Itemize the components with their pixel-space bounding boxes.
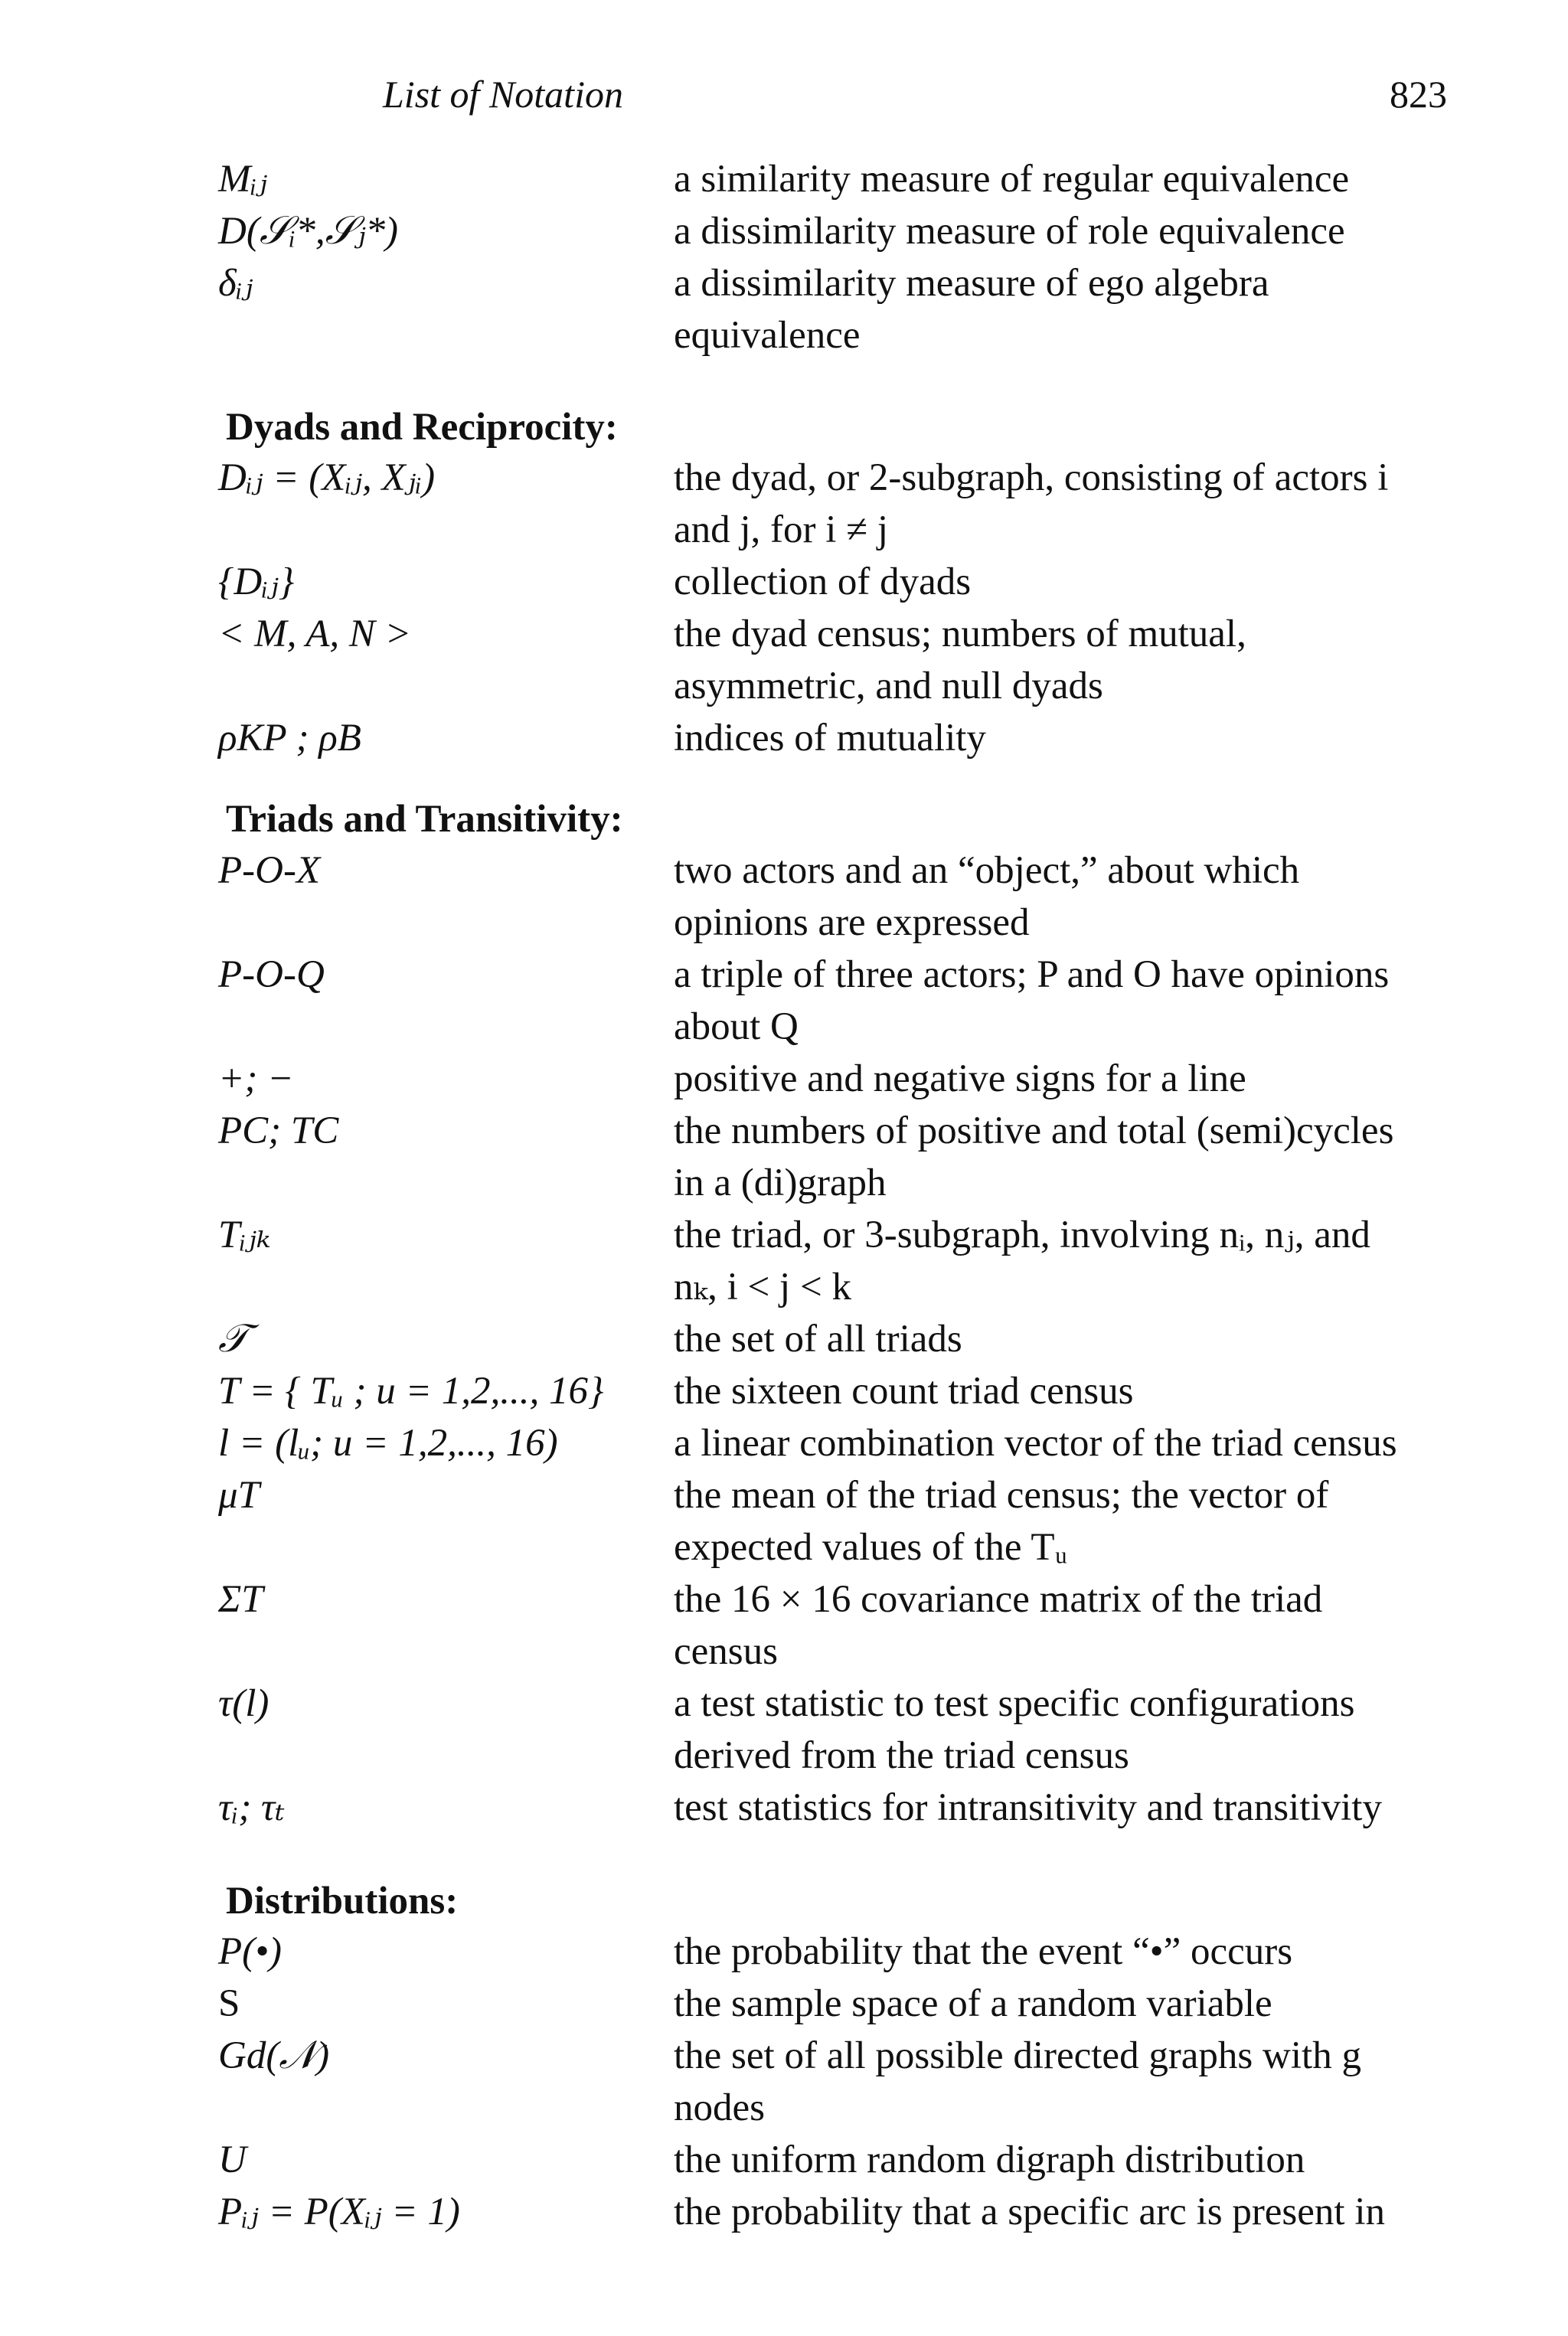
notation-description [674,1209,1524,1313]
description-line: a test statistic to test specific configurations [674,1682,1355,1725]
description-line: equivalence [674,314,861,357]
description-line: the triad, or 3-subgraph, involving nᵢ, nⱼ, and [674,1214,1370,1256]
section-heading-distributions: Distributions: [226,1880,459,1923]
notation-description [674,1678,1524,1782]
notation-symbol: ρKP ; ρB [218,717,361,760]
section-heading-triads: Triads and Transitivity: [226,798,623,841]
notation-description [674,949,1524,1053]
section-heading-dyads: Dyads and Reciprocity: [226,406,618,449]
notation-description [674,2186,1524,2238]
description-line: a similarity measure of regular equivalence [674,158,1350,201]
description-line: nodes [674,2086,765,2129]
description-line: positive and negative signs for a line [674,1057,1246,1100]
description-line: the 16 × 16 covariance matrix of the triad [674,1578,1323,1621]
description-line: nₖ, i < j < k [674,1266,851,1308]
notation-symbol: ΣT [218,1578,263,1621]
description-line: the dyad, or 2-subgraph, consisting of actors i [674,456,1389,499]
notation-description [674,845,1524,949]
notation-symbol: +; − [218,1057,294,1100]
description-line: the set of all triads [674,1318,962,1361]
description-line: asymmetric, and null dyads [674,665,1103,707]
notation-description [674,1782,1524,1834]
description-line: the numbers of positive and total (semi)cycles [674,1109,1394,1152]
notation-description [674,2134,1524,2186]
page-number: 823 [1390,73,1447,116]
description-line: the probability that the event “•” occurs [674,1930,1293,1973]
notation-symbol: τ(l) [218,1682,270,1725]
description-line: a triple of three actors; P and O have opinions [674,953,1390,996]
notation-description [674,452,1524,556]
notation-symbol: S [218,1982,240,2025]
notation-description [674,1417,1524,1469]
notation-symbol: δᵢⱼ [218,262,253,305]
description-line: the probability that a specific arc is present in [674,2191,1386,2233]
notation-symbol: < M, A, N > [218,613,412,655]
notation-description [674,1926,1524,1978]
notation-symbol: D(𝒮ᵢ*,𝒮ⱼ*) [218,210,399,253]
notation-description [674,257,1524,361]
notation-description [674,1573,1524,1678]
description-line: the sixteen count triad census [674,1370,1134,1413]
description-line: collection of dyads [674,560,972,603]
description-line: expected values of the Tᵤ [674,1526,1068,1569]
notation-description [674,1365,1524,1417]
notation-description [674,1469,1524,1573]
notation-description [674,1313,1524,1365]
notation-symbol: 𝒯 [218,1318,249,1361]
notation-symbol: Dᵢⱼ = (Xᵢⱼ, Xⱼᵢ) [218,456,436,499]
description-line: the sample space of a random variable [674,1982,1272,2025]
notation-symbol: l = (lᵤ; u = 1,2,..., 16) [218,1422,558,1465]
description-line: census [674,1630,778,1673]
notation-description [674,153,1524,205]
notation-description [674,1053,1524,1105]
notation-description [674,556,1524,608]
description-line: test statistics for intransitivity and transitivity [674,1786,1382,1829]
notation-symbol: T = { Tᵤ ; u = 1,2,..., 16} [218,1370,604,1413]
description-line: indices of mutuality [674,717,986,760]
description-line: derived from the triad census [674,1734,1129,1777]
description-line: the set of all possible directed graphs with g [674,2034,1361,2077]
description-line: a dissimilarity measure of ego algebra [674,262,1269,305]
notation-symbol: {Dᵢⱼ} [218,560,295,603]
notation-symbol: Mᵢⱼ [218,158,268,201]
notation-description [674,205,1524,257]
description-line: the uniform random digraph distribution [674,2138,1305,2181]
description-line: a linear combination vector of the triad census [674,1422,1397,1465]
notation-symbol: P(•) [218,1930,282,1973]
notation-symbol: τᵢ; τₜ [218,1786,285,1829]
description-line: and j, for i ≠ j [674,508,889,551]
notation-description [674,1978,1524,2030]
notation-description [674,608,1524,712]
description-line: about Q [674,1005,799,1048]
notation-description [674,1105,1524,1209]
notation-symbol: Pᵢⱼ = P(Xᵢⱼ = 1) [218,2191,460,2233]
description-line: opinions are expressed [674,901,1030,944]
notation-symbol: Gd(𝒩) [218,2034,330,2077]
running-title: List of Notation [383,73,623,116]
notation-symbol: μT [218,1474,260,1517]
notation-symbol: PC; TC [218,1109,339,1152]
notation-symbol: P-O-X [218,849,321,892]
notation-description [674,712,1524,764]
notation-description [674,2030,1524,2134]
description-line: the mean of the triad census; the vector of [674,1474,1329,1517]
notation-symbol: P-O-Q [218,953,325,996]
notation-symbol: U [218,2138,247,2181]
description-line: a dissimilarity measure of role equivalence [674,210,1345,253]
description-line: the dyad census; numbers of mutual, [674,613,1246,655]
description-line: in a (di)graph [674,1161,887,1204]
notation-symbol: Tᵢⱼₖ [218,1214,271,1256]
description-line: two actors and an “object,” about which [674,849,1300,892]
